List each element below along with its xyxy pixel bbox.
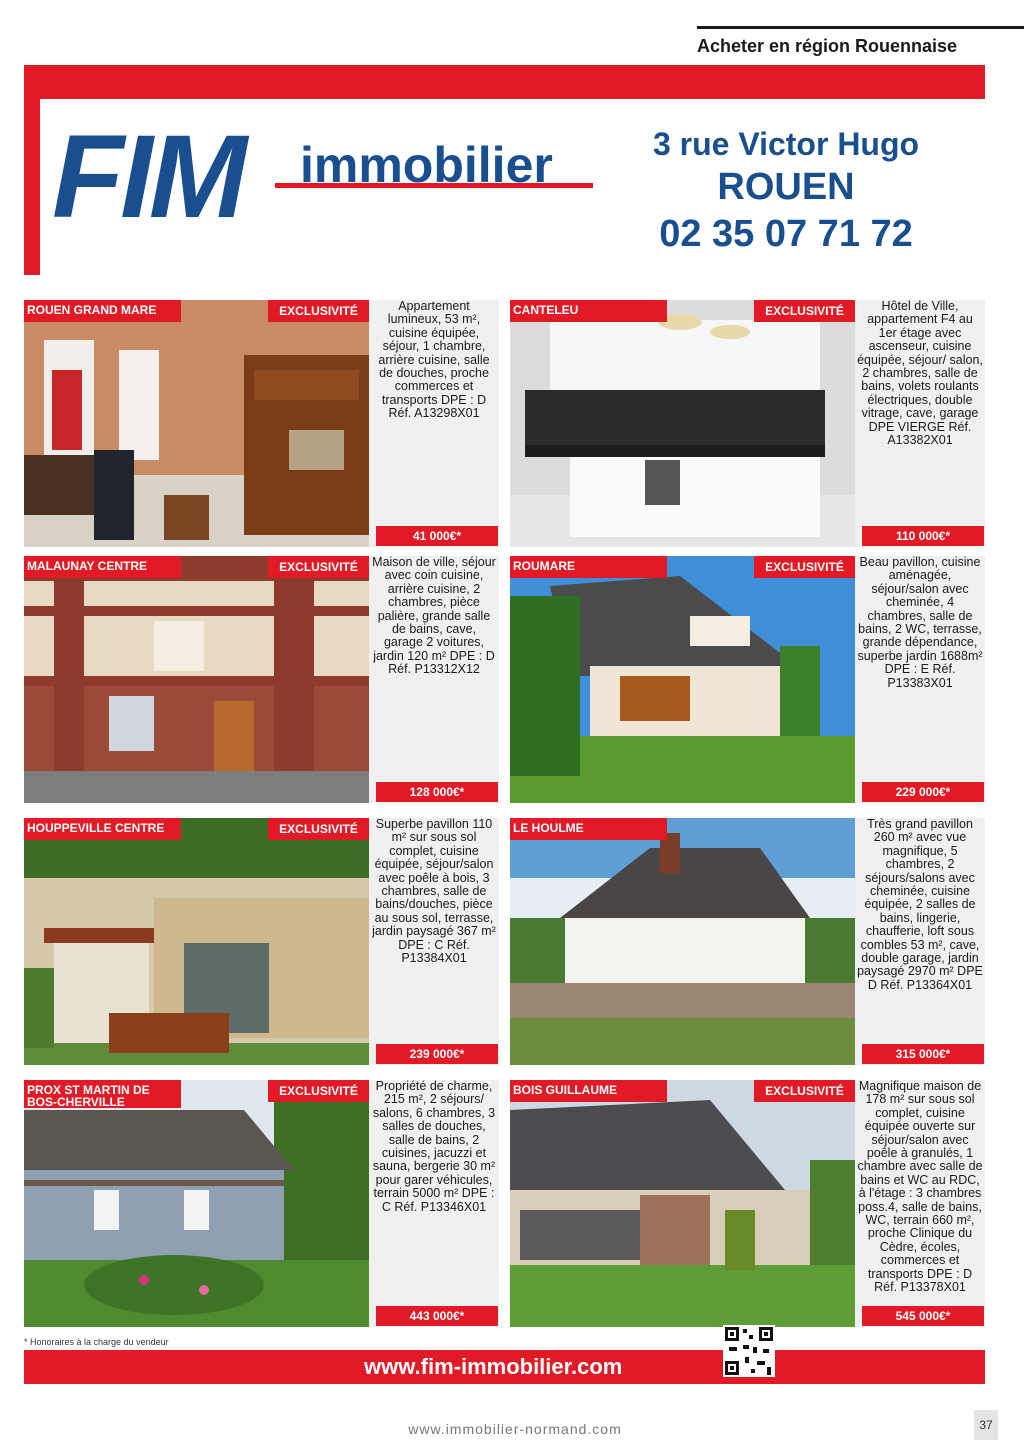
listing-card[interactable] — [24, 818, 499, 1065]
listing-description: Appartement lumineux, 53 m², cuisine équipée, séjour, 1 chambre, arrière cuisine, salle de douches, proche commerces et transports DPE : D Réf. A13298X01 — [369, 300, 499, 547]
exclusivity-badge: EXCLUSIVITÉ — [268, 1080, 369, 1102]
listing-price: 110 000€* — [862, 526, 984, 546]
listing-location: PROX ST MARTIN DE BOS-CHERVILLE — [24, 1080, 181, 1108]
agency-street: 3 rue Victor Hugo — [652, 126, 920, 162]
listing-location: LE HOULME — [510, 818, 667, 840]
agency-city: ROUEN — [717, 166, 855, 208]
banner-left-bar — [24, 99, 40, 275]
listing-description: Beau pavillon, cuisine aménagée, séjour/salon avec cheminée, 4 chambres, salle de bains, 2 WC, terrasse, grande dépendance, superbe jardin 1688m² DPE : E Réf. P13383X01 — [855, 556, 985, 803]
listing-location: ROUMARE — [510, 556, 667, 578]
listing-price: 41 000€* — [376, 526, 498, 546]
listing-price: 443 000€* — [376, 1306, 498, 1326]
page-number: 37 — [974, 1410, 998, 1440]
listing-photo — [510, 1080, 855, 1327]
listing-card[interactable] — [510, 1080, 985, 1327]
exclusivity-badge: EXCLUSIVITÉ — [268, 556, 369, 578]
agency-phone[interactable]: 02 35 07 71 72 — [659, 213, 913, 255]
listing-card[interactable] — [24, 1080, 499, 1327]
listing-description: Magnifique maison de 178 m² sur sous sol complet, cuisine équipée ouverte sur séjour/salon avec poêle à granulés, 1 chambre avec salle de bains et WC au RDC, à l'étage : 3 chambres poss.4, salle de bains, WC, terrain 660 m², proche Clinique du Cèdre, écoles, commerces et transports DPE : D Réf. P13378X01 — [855, 1080, 985, 1327]
listing-location: HOUPPEVILLE CENTRE — [24, 818, 181, 840]
listing-description: Maison de ville, séjour avec coin cuisine, arrière cuisine, 2 chambres, pièce palière, grande salle de bains, cave, garage 2 voitures, jardin 120 m² DPE : D Réf. P13312X12 — [369, 556, 499, 803]
listing-price: 229 000€* — [862, 782, 984, 802]
fees-footnote: * Honoraires à la charge du vendeur — [24, 1337, 169, 1347]
listing-price: 545 000€* — [862, 1306, 984, 1326]
listing-photo — [24, 1080, 369, 1327]
listing-location: MALAUNAY CENTRE — [24, 556, 181, 578]
listing-card[interactable] — [24, 300, 499, 547]
listing-location: BOIS GUILLAUME — [510, 1080, 667, 1102]
listing-description: Superbe pavillon 110 m² sur sous sol complet, cuisine équipée, séjour/salon avec poêle à bois, 3 chambres, salle de bains/douches, pièce au sous sol, terrasse, jardin paysagé 367 m² DPE : C Réf. P13384X01 — [369, 818, 499, 1065]
exclusivity-badge: EXCLUSIVITÉ — [754, 556, 855, 578]
banner-top-bar — [24, 65, 985, 99]
agency-logo-immobilier: immobilier — [300, 137, 553, 193]
exclusivity-badge: EXCLUSIVITÉ — [754, 300, 855, 322]
listing-card[interactable] — [510, 300, 985, 547]
listing-photo — [510, 300, 855, 547]
listing-photo — [24, 818, 369, 1065]
section-title: Acheter en région Rouennaise — [697, 36, 958, 56]
listing-location: ROUEN GRAND MARE — [24, 300, 181, 322]
listing-photo — [510, 556, 855, 803]
agency-website-link[interactable]: www.fim-immobilier.com — [364, 1354, 623, 1379]
listing-description: Très grand pavillon 260 m² avec vue magnifique, 5 chambres, 2 séjours/salons avec cheminée, cuisine équipée, 2 salles de bains, lingerie, chaufferie, loft sous combles 53 m², cave, double garage, jardin paysagé 2970 m² DPE D Réf. P13364X01 — [855, 818, 985, 1065]
listing-card[interactable] — [510, 556, 985, 803]
listing-price: 315 000€* — [862, 1044, 984, 1064]
listing-card[interactable] — [24, 556, 499, 803]
exclusivity-badge: EXCLUSIVITÉ — [754, 1080, 855, 1102]
listing-card[interactable] — [510, 818, 985, 1065]
listing-description: Propriété de charme, 215 m², 2 séjours/ salons, 6 chambres, 3 salles de douches, salle de bains, 2 cuisines, jacuzzi et sauna, bergerie 30 m² pour garer véhicules, terrain 5000 m² DPE : C Réf. P13346X01 — [369, 1080, 499, 1327]
listing-price: 239 000€* — [376, 1044, 498, 1064]
listing-price: 128 000€* — [376, 782, 498, 802]
header-rule — [697, 26, 1024, 29]
listing-photo — [24, 556, 369, 803]
qr-code-icon[interactable] — [723, 1325, 775, 1377]
exclusivity-badge: EXCLUSIVITÉ — [268, 818, 369, 840]
agency-logo-fim: FIM — [52, 111, 244, 243]
listing-photo — [510, 818, 855, 1065]
listing-description: Hôtel de Ville, appartement F4 au 1er étage avec ascenseur, cuisine équipée, séjour/ salon, 2 chambres, salle de bains, volets roulants électriques, double vitrage, cave, garage DPE VIERGE Réf. A13382X01 — [855, 300, 985, 547]
magazine-site-url[interactable]: www.immobilier-normand.com — [408, 1421, 622, 1437]
listing-photo — [24, 300, 369, 547]
exclusivity-badge: EXCLUSIVITÉ — [268, 300, 369, 322]
listing-location: CANTELEU — [510, 300, 667, 322]
